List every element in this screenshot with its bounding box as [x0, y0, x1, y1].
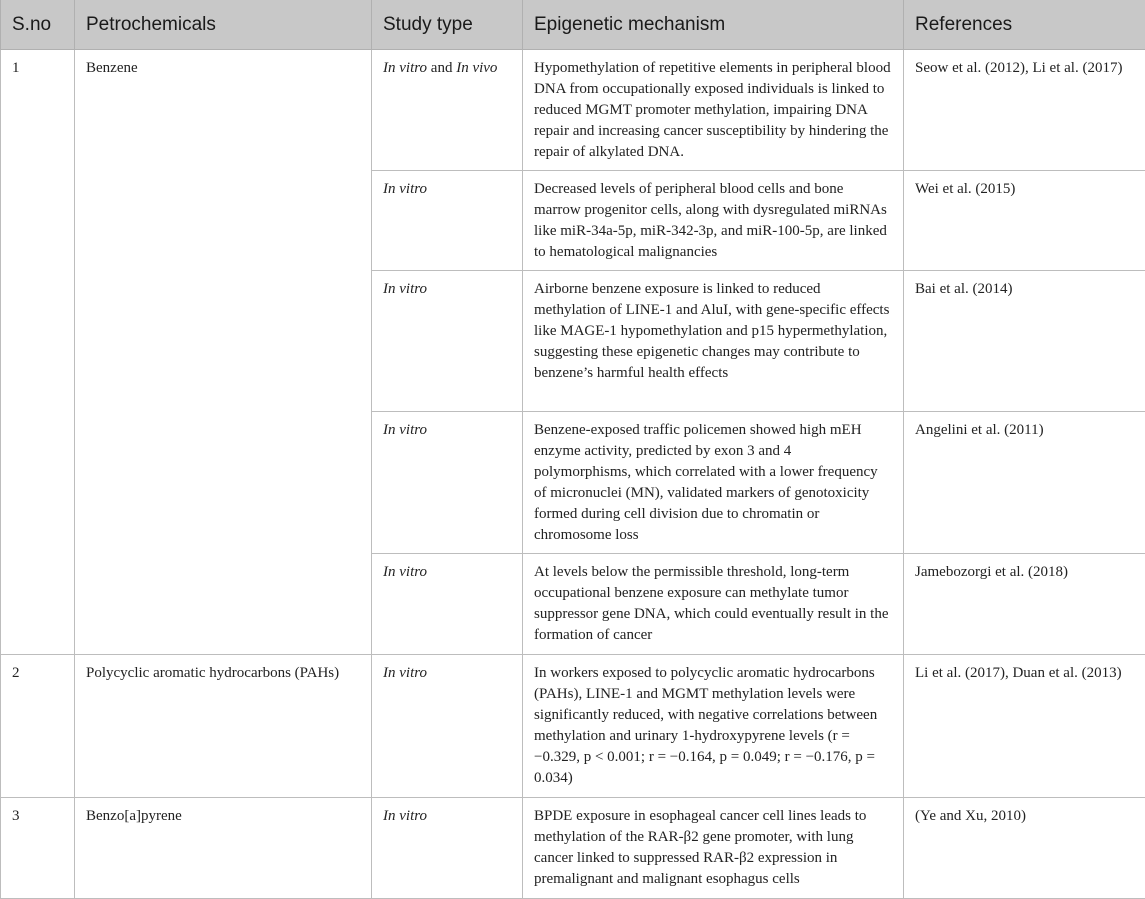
reference-cell: Wei et al. (2015) — [904, 171, 1145, 271]
study-type-cell — [372, 271, 523, 412]
petrochemical-cell: Benzene — [75, 50, 372, 655]
header-petrochemicals: Petrochemicals — [75, 0, 372, 50]
table-header — [1, 0, 1145, 50]
sno-cell: 2 — [1, 655, 75, 798]
mechanism-cell: Decreased levels of peripheral blood cells and bone marrow progenitor cells, along with dysregulated miRNAs like miR-34a-5p, miR-342-3p, and miR-100-5p, are linked to hematological malignancies — [523, 171, 904, 271]
reference-cell: Jamebozorgi et al. (2018) — [904, 554, 1145, 655]
sno-cell: 3 — [1, 798, 75, 899]
study-type-cell — [372, 412, 523, 554]
study-type-cell — [372, 798, 523, 899]
petrochemical-cell: Benzo[a]pyrene — [75, 798, 372, 899]
header-row — [1, 0, 1145, 50]
header-sno: S.no — [1, 0, 75, 50]
petrochemical-cell: Polycyclic aromatic hydrocarbons (PAHs) — [75, 655, 372, 798]
mechanism-cell: At levels below the permissible threshold, long-term occupational benzene exposure can methylate tumor suppressor gene DNA, which could eventually result in the formation of cancer — [523, 554, 904, 655]
table-row — [1, 50, 1145, 171]
header-references: References — [904, 0, 1145, 50]
study-type-italic-2: In vivo — [456, 60, 497, 76]
study-type-italic: In vitro — [383, 564, 427, 580]
reference-cell: Seow et al. (2012), Li et al. (2017) — [904, 50, 1145, 171]
reference-cell: Li et al. (2017), Duan et al. (2013) — [904, 655, 1145, 798]
study-type-cell — [372, 171, 523, 271]
reference-cell: (Ye and Xu, 2010) — [904, 798, 1145, 899]
study-type-italic: In vitro — [383, 665, 427, 681]
study-type-italic: In vitro — [383, 422, 427, 438]
table-body — [1, 50, 1145, 899]
study-type-italic: In vitro — [383, 281, 427, 297]
mechanism-cell: Airborne benzene exposure is linked to reduced methylation of LINE-1 and AluI, with gene-specific effects like MAGE-1 hypomethylation and p15 hypermethylation, suggesting these epigenetic changes may contribute to benzene’s harmful health effects — [523, 271, 904, 412]
table-row — [1, 798, 1145, 899]
mechanism-cell: Benzene-exposed traffic policemen showed high mEH enzyme activity, predicted by exon 3 and 4 polymorphisms, which correlated with a lower frequency of micronuclei (MN), validated markers of genotoxicity formed during cell division due to chromatin or chromosome loss — [523, 412, 904, 554]
header-study-type: Study type — [372, 0, 523, 50]
study-type-connector: and — [427, 60, 456, 76]
study-type-cell — [372, 50, 523, 171]
table-row — [1, 655, 1145, 798]
mechanism-cell: Hypomethylation of repetitive elements in peripheral blood DNA from occupationally exposed individuals is linked to reduced MGMT promoter methylation, impairing DNA repair and increasing cancer susceptibility by hindering the repair of alkylated DNA. — [523, 50, 904, 171]
study-type-cell — [372, 655, 523, 798]
study-type-cell — [372, 554, 523, 655]
header-epigenetic-mechanism: Epigenetic mechanism — [523, 0, 904, 50]
study-type-italic: In vitro — [383, 60, 427, 76]
mechanism-cell: BPDE exposure in esophageal cancer cell lines leads to methylation of the RAR-β2 gene promoter, with lung cancer linked to suppressed RAR-β2 expression in premalignant and malignant esophagus cells — [523, 798, 904, 899]
mechanism-cell: In workers exposed to polycyclic aromatic hydrocarbons (PAHs), LINE-1 and MGMT methylation levels were significantly reduced, with negative correlations between methylation and urinary 1-hydroxypyrene levels (r = −0.329, p < 0.001; r = −0.164, p = 0.049; r = −0.176, p = 0.034) — [523, 655, 904, 798]
sno-cell: 1 — [1, 50, 75, 655]
reference-cell: Bai et al. (2014) — [904, 271, 1145, 412]
study-type-italic: In vitro — [383, 181, 427, 197]
reference-cell: Angelini et al. (2011) — [904, 412, 1145, 554]
study-type-italic: In vitro — [383, 808, 427, 824]
